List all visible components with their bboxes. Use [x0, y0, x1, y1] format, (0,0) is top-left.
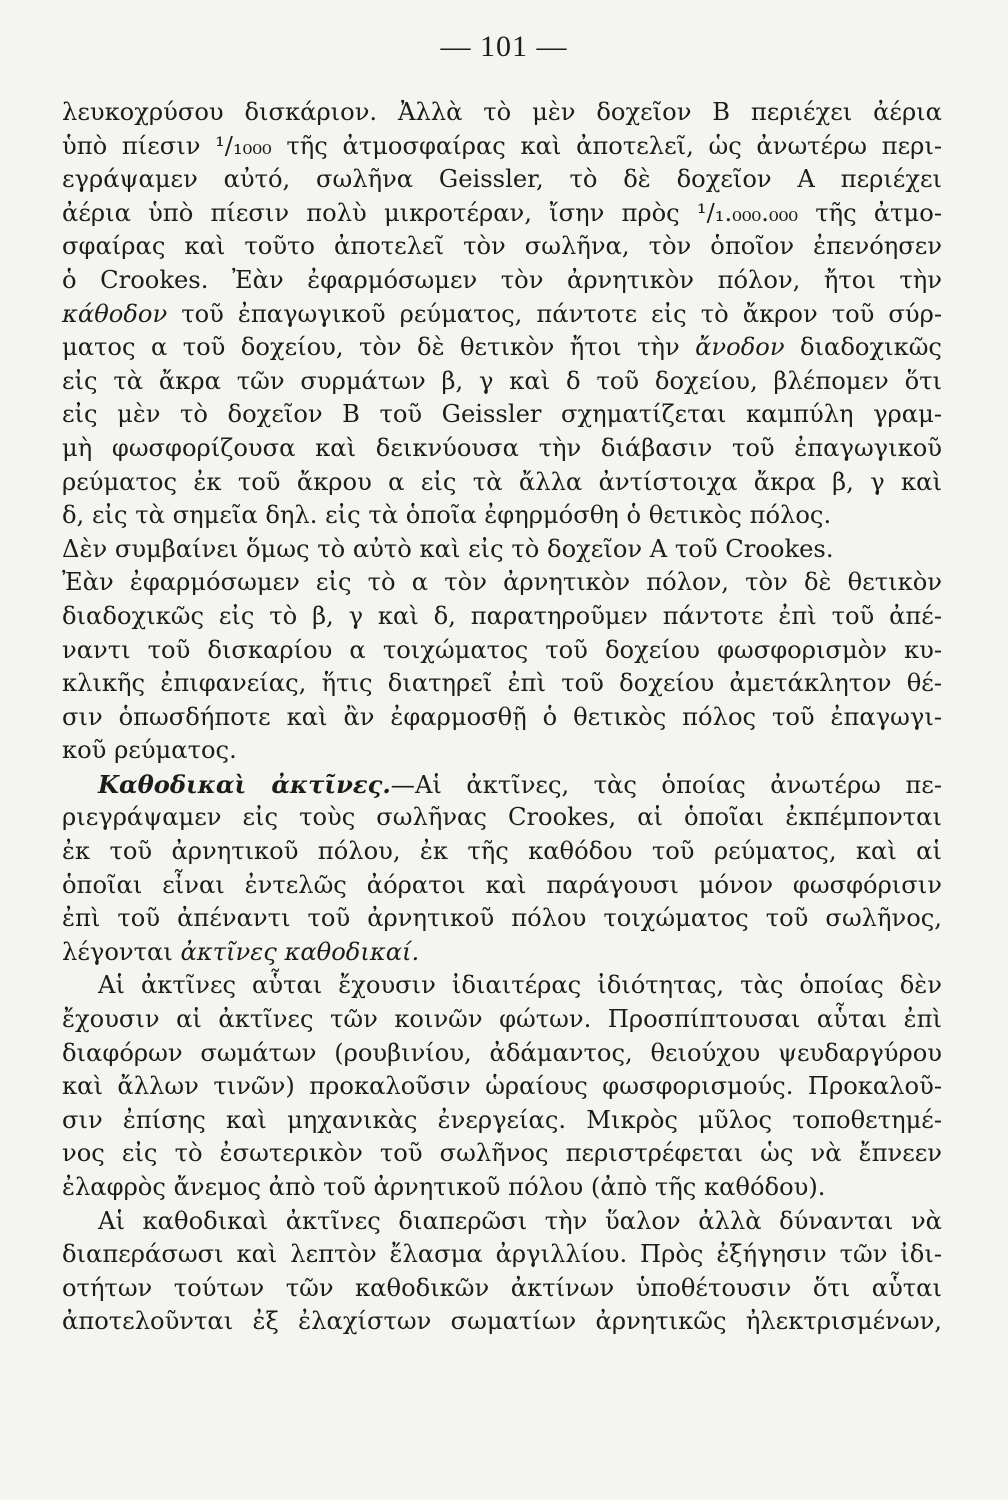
- text-run: ὁποῖαι εἶναι ἐντελῶς ἀόρατοι καὶ παράγουσι μόνον φωσφόρισιν: [62, 870, 942, 899]
- text-run: ρεύματος ἐκ τοῦ ἄκρου α εἰς τὰ ἄλλα ἀντίστοιχα ἄκρα β, γ καὶ: [62, 467, 942, 496]
- text-run: σιν ὁπωσδήποτε καὶ ἂν ἐφαρμοσθῇ ὁ θετικὸς πόλος τοῦ ἐπαγωγι-: [62, 702, 942, 731]
- text-line: [62, 197, 942, 231]
- text-run: διαφόρων σωμάτων (ρουβινίου, ἀδάμαντος, θειούχου ψευδαργύρου: [62, 1038, 942, 1067]
- text-run: σφαίρας καὶ τοῦτο ἀποτελεῖ τὸν σωλῆνα, τὸν ὁποῖον ἐπενόησεν: [62, 232, 942, 261]
- text-run: τοῦ ἐπαγωγικοῦ ρεύματος, πάντοτε εἰς τὸ ἄκρον τοῦ σύρ-: [167, 299, 942, 328]
- text-run: εἰς μὲν τὸ δοχεῖον Β τοῦ Geissler σχηματίζεται καμπύλη γραμ-: [62, 400, 942, 429]
- text-line: [62, 1037, 942, 1071]
- text-run: μὴ φωσφορίζουσα καὶ δεικνύουσα τὴν διάβασιν τοῦ ἐπαγωγικοῦ: [62, 433, 942, 462]
- text-line: [62, 566, 942, 600]
- text-run: ἔχουσιν αἱ ἀκτῖνες τῶν κοινῶν φώτων. Προσπίπτουσαι αὗται ἐπὶ: [62, 1005, 942, 1034]
- text-run: ριεγράψαμεν εἰς τοὺς σωλῆνας Crookes, αἱ ὁποῖαι ἐκπέμπονται: [62, 803, 942, 832]
- page-number: — 101 —: [440, 30, 568, 63]
- text-line: [62, 230, 942, 264]
- text-run: νος εἰς τὸ ἐσωτερικὸν τοῦ σωλῆνος περιστρέφεται ὡς νὰ ἔπνεεν: [62, 1139, 942, 1168]
- text-run: —Αἱ ἀκτῖνες, τὰς ὁποίας ἀνωτέρω πε-: [390, 770, 942, 799]
- text-run: εγράψαμεν αὐτό, σωλῆνα Geissler, τὸ δὲ δοχεῖον Α περιέχει: [62, 165, 942, 194]
- text-line: [62, 902, 942, 936]
- text-run: λέγονται: [62, 937, 181, 966]
- text-run: ἐπὶ τοῦ ἀπέναντι τοῦ ἀρνητικοῦ πόλου τοιχώματος τοῦ σωλῆνος,: [62, 904, 942, 933]
- text-line: [62, 801, 942, 835]
- text-line: [62, 130, 942, 164]
- text-run: Αἱ καθοδικαὶ ἀκτῖνες διαπερῶσι τὴν ὕαλον ἀλλὰ δύνανται νὰ: [98, 1206, 942, 1235]
- text-run: ὑπὸ πίεσιν ¹/₁₀₀₀ τῆς ἀτμοσφαίρας καὶ ἀποτελεῖ, ὡς ἀνωτέρω περι-: [62, 131, 942, 160]
- text-line: [62, 533, 942, 567]
- text-run: Αἱ ἀκτῖνες αὗται ἔχουσιν ἰδιαιτέρας ἰδιότητας, τὰς ὁποίας δὲν: [98, 971, 942, 1000]
- text-line: [62, 1171, 942, 1205]
- text-run: ἀέρια ὑπὸ πίεσιν πολὺ μικροτέραν, ἴσην πρὸς ¹/₁.₀₀₀.₀₀₀ τῆς ἀτμο-: [62, 198, 942, 227]
- section-heading: Καθοδικαὶ ἀκτῖνες.: [98, 769, 391, 799]
- italic-term: ἄνοδον: [695, 333, 785, 362]
- text-run: ματος α τοῦ δοχείου, τὸν δὲ θετικὸν ἤτοι τὴν: [62, 333, 696, 362]
- text-line: [62, 1305, 942, 1339]
- text-line: [62, 600, 942, 634]
- text-line: [62, 1070, 942, 1104]
- italic-term: ἀκτῖνες καθοδικαί.: [180, 937, 420, 966]
- text-run: οτήτων τούτων τῶν καθοδικῶν ἀκτίνων ὑποθέτουσιν ὅτι αὗται: [62, 1273, 942, 1302]
- text-line: [62, 398, 942, 432]
- text-line: [62, 1238, 942, 1272]
- text-line: [62, 969, 942, 1003]
- text-line: [62, 163, 942, 197]
- text-line: [62, 667, 942, 701]
- text-run: εἰς τὰ ἄκρα τῶν συρμάτων β, γ καὶ δ τοῦ δοχείου, βλέπομεν ὅτι: [62, 366, 942, 395]
- italic-term: κάθοδον: [62, 299, 168, 328]
- text-run: ναντι τοῦ δισκαρίου α τοιχώματος τοῦ δοχείου φωσφορισμὸν κυ-: [62, 635, 942, 664]
- text-run: Ἐὰν ἐφαρμόσωμεν εἰς τὸ α τὸν ἀρνητικὸν πόλον, τὸν δὲ θετικὸν: [62, 568, 942, 597]
- text-line: [62, 1205, 942, 1239]
- text-run: διαδοχικῶς εἰς τὸ β, γ καὶ δ, παρατηροῦμεν πάντοτε ἐπὶ τοῦ ἀπέ-: [62, 601, 942, 630]
- text-line: [62, 1104, 942, 1138]
- text-line: [62, 365, 942, 399]
- text-run: ὁ Crookes. Ἐὰν ἐφαρμόσωμεν τὸν ἀρνητικὸν πόλον, ἤτοι τὴν: [62, 265, 942, 294]
- text-line: [62, 264, 942, 298]
- text-run: κλικῆς ἐπιφανείας, ἥτις διατηρεῖ ἐπὶ τοῦ δοχείου ἀμετάκλητον θέ-: [62, 669, 942, 698]
- text-line: [62, 869, 942, 903]
- text-line: [62, 298, 942, 332]
- text-line: [62, 96, 942, 130]
- text-run: Δὲν συμβαίνει ὅμως τὸ αὐτὸ καὶ εἰς τὸ δοχεῖον Α τοῦ Crookes.: [62, 534, 834, 563]
- text-line: [62, 768, 942, 802]
- body-text: [62, 96, 942, 1339]
- text-line: [62, 936, 942, 970]
- text-run: λευκοχρύσου δισκάριον. Ἀλλὰ τὸ μὲν δοχεῖον Β περιέχει ἀέρια: [62, 98, 942, 126]
- text-line: [62, 1003, 942, 1037]
- text-run: ἀποτελοῦνται ἐξ ἐλαχίστων σωματίων ἀρνητικῶς ἠλεκτρισμένων,: [62, 1307, 942, 1336]
- text-line: [62, 1137, 942, 1171]
- text-line: [62, 734, 942, 768]
- text-line: [62, 499, 942, 533]
- text-run: καὶ ἄλλων τινῶν) προκαλοῦσιν ὡραίους φωσφορισμούς. Προκαλοῦ-: [62, 1072, 942, 1101]
- text-line: [62, 331, 942, 365]
- text-line: [62, 701, 942, 735]
- text-run: διαδοχικῶς: [784, 333, 942, 362]
- text-run: ἐκ τοῦ ἀρνητικοῦ πόλου, ἐκ τῆς καθόδου τοῦ ρεύματος, καὶ αἱ: [62, 837, 942, 866]
- text-line: [62, 835, 942, 869]
- text-run: κοῦ ρεύματος.: [62, 736, 237, 765]
- text-run: ἐλαφρὸς ἄνεμος ἀπὸ τοῦ ἀρνητικοῦ πόλου (ἀπὸ τῆς καθόδου).: [62, 1173, 826, 1201]
- text-line: [62, 634, 942, 668]
- text-line: [62, 432, 942, 466]
- text-run: διαπεράσωσι καὶ λεπτὸν ἔλασμα ἀργιλλίου. Πρὸς ἐξήγησιν τῶν ἰδι-: [62, 1240, 942, 1269]
- text-run: σιν ἐπίσης καὶ μηχανικὰς ἐνεργείας. Μικρὸς μῦλος τοποθετημέ-: [62, 1105, 942, 1134]
- text-run: δ, εἰς τὰ σημεῖα δηλ. εἰς τὰ ὁποῖα ἐφηρμόσθη ὁ θετικὸς πόλος.: [62, 501, 832, 530]
- text-line: [62, 466, 942, 500]
- text-line: [62, 1272, 942, 1306]
